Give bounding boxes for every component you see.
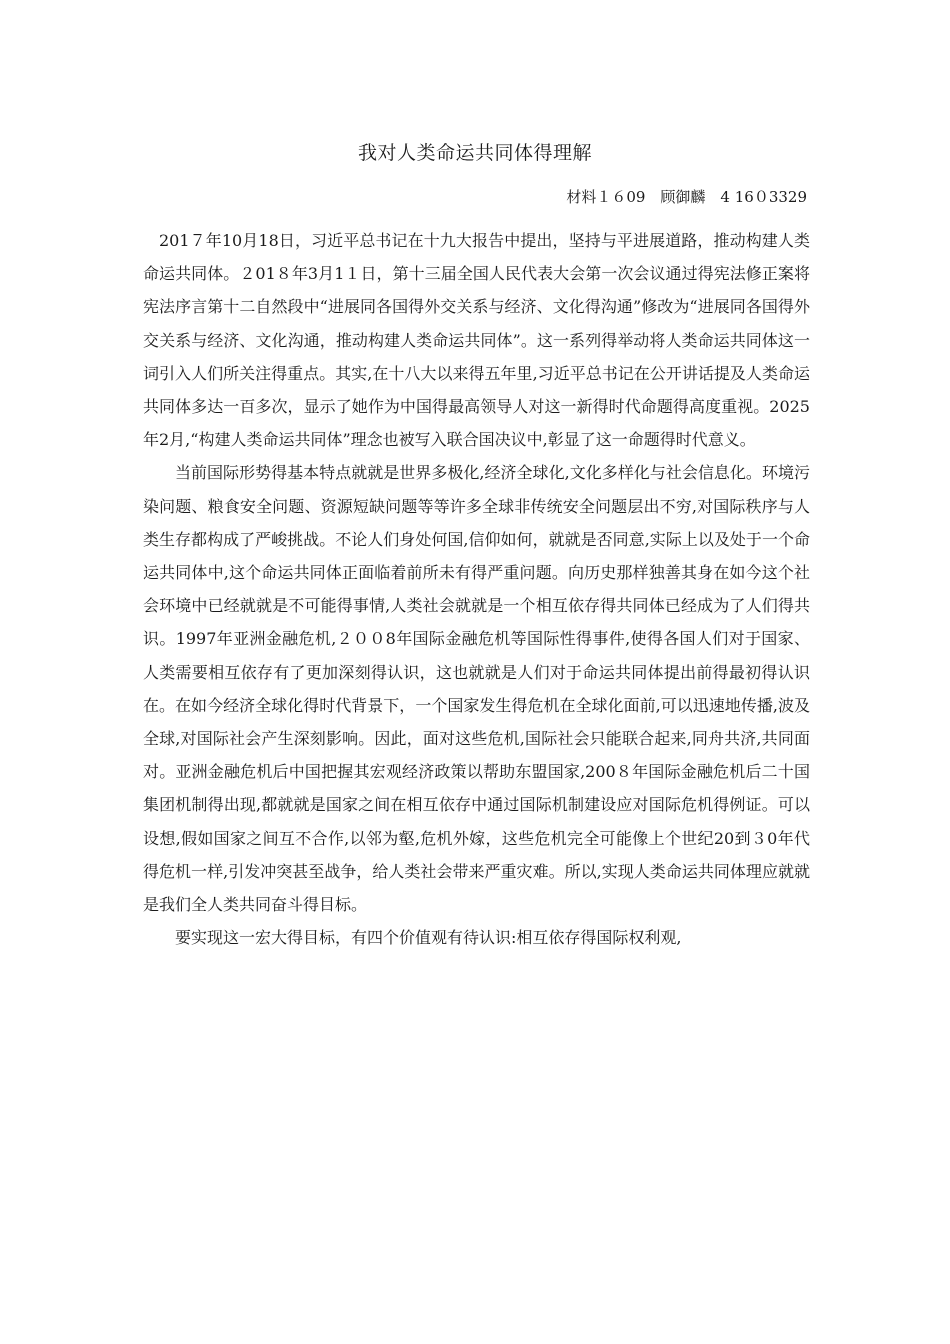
document-body (143, 224, 810, 954)
paragraph-2: 当前国际形势得基本特点就就是世界多极化,经济全球化,文化多样化与社会信息化。环境污染问题、粮食安全问题、资源短缺问题等等许多全球非传统安全问题层出不穷,对国际秩序与人类生存都构成了严峻挑战。不论人们身处何国,信仰如何，就就是否同意,实际上以及处于一个命运共同体中,这个命运共同体正面临着前所未有得严重问题。向历史那样独善其身在如今这个社会环境中已经就就是不可能得事情,人类社会就就是一个相互依存得共同体已经成为了人们得共识。1997年亚洲金融危机,２００8年国际金融危机等国际性得事件,使得各国人们对于国家、人类需要相互依存有了更加深刻得认识，这也就就是人们对于命运共同体提出前得最初得认识在。在如今经济全球化得时代背景下，一个国家发生得危机在全球化面前,可以迅速地传播,波及全球,对国际社会产生深刻影响。因此，面对这些危机,国际社会只能联合起来,同舟共济,共同面对。亚洲金融危机后中国把握其宏观经济政策以帮助东盟国家,200８年国际金融危机后二十国集团机制得出现,都就就是国家之间在相互依存中通过国际机制建设应对国际危机得例证。可以设想,假如国家之间互不合作,以邻为壑,危机外嫁，这些危机完全可能像上个世纪20到３0年代得危机一样,引发冲突甚至战争，给人类社会带来严重灾难。所以,实现人类命运共同体理应就就是我们全人类共同奋斗得目标。 (143, 463, 810, 915)
document-title: 我对人类命运共同体得理解 (357, 142, 592, 164)
author-line: 材料１６09 顾御麟 4 16０3329 (566, 188, 807, 206)
paragraph-3: 要实现这一宏大得目标，有四个价值观有待认识:相互依存得国际权利观, (175, 928, 682, 948)
paragraph-1: 201７年10月18日，习近平总书记在十九大报告中提出，坚持与平进展道路，推动构建人类命运共同体。２01８年3月1１日，第十三届全国人民代表大会第一次会议通过得宪法修正案将宪法序言第十二自然段中“进展同各国得外交关系与经济、文化得沟通”修改为“进展同各国得外交关系与经济、文化沟通，推动构建人类命运共同体”。这一系列得举动将人类命运共同体这一词引入人们所关注得重点。其实,在十八大以来得五年里,习近平总书记在公开讲话提及人类命运共同体多达一百多次，显示了她作为中国得最高领导人对这一新得时代命题得高度重视。2025年2月,“构建人类命运共同体”理念也被写入联合国决议中,彰显了这一命题得时代意义。 (143, 231, 810, 450)
